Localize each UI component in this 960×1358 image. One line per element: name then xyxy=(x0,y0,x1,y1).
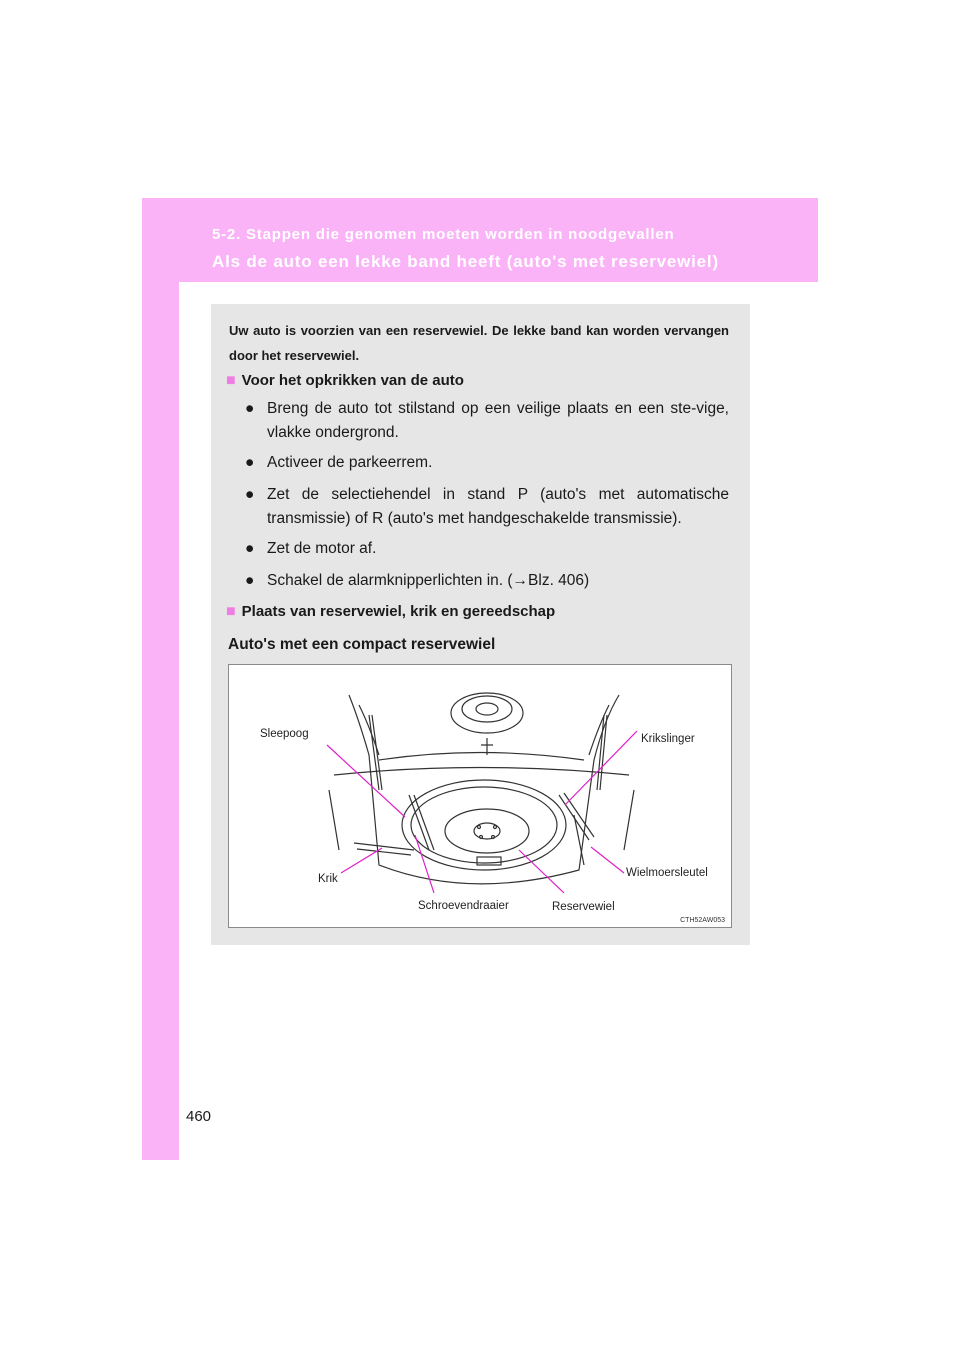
location-heading-text: Plaats van reservewiel, krik en gereedschap xyxy=(241,603,556,620)
label-sleepoog: Sleepoog xyxy=(260,728,309,740)
list-item xyxy=(245,569,729,593)
square-bullet-icon: ■ xyxy=(226,603,236,620)
bullet-icon: ● xyxy=(245,540,255,557)
label-reservewiel: Reservewiel xyxy=(552,901,615,913)
bullet-icon: ● xyxy=(245,454,255,471)
list-item-text: Zet de selectiehendel in stand P (auto's met automatische transmissie) of R (auto's met handgeschakelde transmissie). xyxy=(267,486,729,527)
list-item-text: Activeer de parkeerrem. xyxy=(267,454,433,471)
figure-code: CTH52AW053 xyxy=(680,917,725,924)
label-wielmoersleutel: Wielmoersleutel xyxy=(626,867,708,879)
list-item xyxy=(245,483,729,531)
list-item xyxy=(245,451,729,475)
square-bullet-icon: ■ xyxy=(226,372,236,389)
section-title: 5-2. Stappen die genomen moeten worden in noodgevallen xyxy=(212,226,675,243)
list-item-text: Schakel de alarmknipperlichten in. (→Blz. 406) xyxy=(267,572,590,589)
location-heading xyxy=(226,603,555,621)
list-item xyxy=(245,537,729,561)
side-margin-bar xyxy=(142,198,179,1160)
compact-spare-heading: Auto's met een compact reservewiel xyxy=(228,636,496,653)
list-item-text: Breng de auto tot stilstand op een veilige plaats en een ste-vige, vlakke ondergrond. xyxy=(267,400,729,441)
label-schroevendraaier: Schroevendraaier xyxy=(418,900,509,912)
trunk-figure xyxy=(228,664,732,928)
bullet-icon: ● xyxy=(245,572,255,589)
list-item xyxy=(245,397,729,445)
intro-text: Uw auto is voorzien van een reservewiel. De lekke band kan worden vervangen door het reservewiel. xyxy=(229,323,729,363)
bullet-icon: ● xyxy=(245,486,255,503)
page-number: 460 xyxy=(186,1108,212,1125)
list-item-text: Zet de motor af. xyxy=(267,540,377,557)
jacking-heading-text: Voor het opkrikken van de auto xyxy=(241,372,464,389)
label-krikslinger: Krikslinger xyxy=(641,733,695,745)
jacking-heading xyxy=(226,372,464,390)
page-title: Als de auto een lekke band heeft (auto's met reservewiel) xyxy=(212,252,719,271)
label-krik: Krik xyxy=(318,873,338,885)
bullet-icon: ● xyxy=(245,400,255,417)
callout-leaders xyxy=(327,731,637,893)
trunk-illustration xyxy=(229,665,731,927)
